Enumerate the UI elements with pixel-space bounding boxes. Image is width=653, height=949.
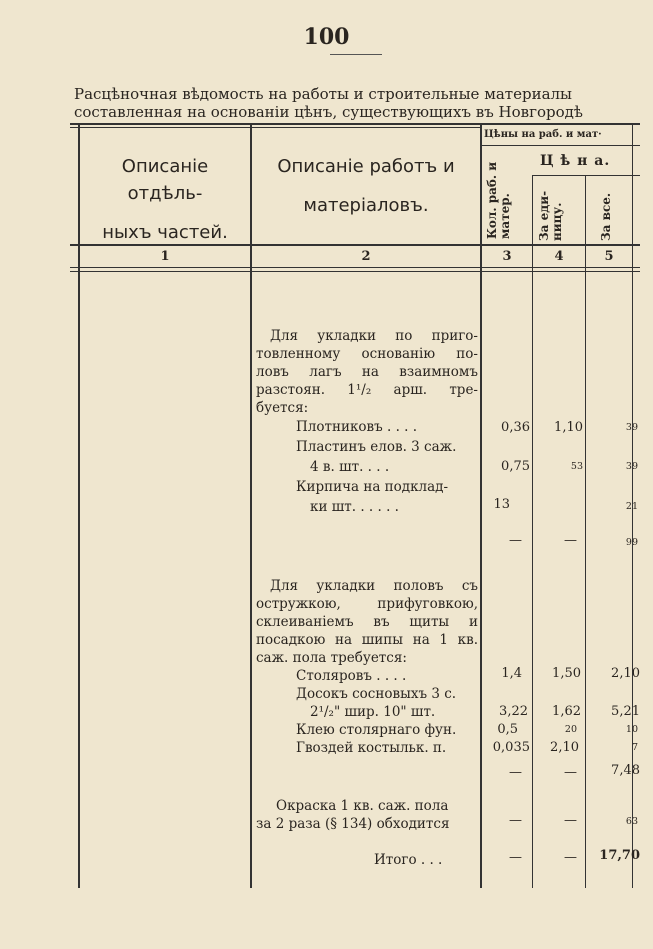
item-total: 2,10 [611,666,640,681]
column-number-3: 3 [502,249,512,264]
section2-intro-line: склеиваніемъ въ щиты и [256,614,478,630]
section1-intro-line: разстоян. 1¹/₂ арш. тре- [256,382,478,398]
item-unit: 2,10 [550,740,579,755]
item-name: Плотниковъ . . . . [296,419,418,435]
item-qty: 0,5 [497,722,518,737]
section2-intro-line: посадкою на шипы на 1 кв. [256,632,478,648]
col4-right-rule [585,175,586,888]
item-name: Столяровъ . . . . [296,668,407,684]
item-name: Гвоздей костыльк. п. [296,740,447,756]
section2-intro-line: остружкою, прифуговкою, [256,596,478,612]
item-total: 39 [625,461,638,472]
col5-header: За все. [599,192,613,241]
col1-header [82,153,248,246]
section1-intro-line: Для укладки по приго- [270,328,478,344]
item-qty: 0,035 [492,740,530,755]
colnum-bottom-rule [70,267,640,268]
col2-header-line-2: матеріаловъ. [303,195,429,216]
estimate-table [70,123,640,893]
document-title-line-2: составленная на основаніи цѣнъ, существующихъ въ Новгородѣ [74,103,583,121]
col4-header: За еди-ницу. [537,190,565,241]
col2-header-line-1: Описаніе работъ и [277,156,455,177]
section1-intro-line: товленному основанію по- [256,346,478,362]
item-name-cont: 2¹/₂" шир. 10" шт. [310,704,436,720]
total-total: 17,70 [599,848,640,863]
colnum-bottom-rule-2 [70,271,640,272]
column-number-1: 1 [160,249,170,264]
page-number-rule [330,54,382,55]
subtotal-unit: — [564,765,577,780]
column-number-4: 4 [554,249,564,264]
item-unit: 1,62 [552,704,581,719]
item-qty: 1,4 [501,666,522,681]
total-qty: — [509,850,522,865]
item-total: 7 [631,742,638,753]
item-name: Пластинъ елов. 3 саж. [296,439,457,455]
price-sub-rule [532,175,640,176]
item-unit: 1,50 [552,666,581,681]
item-qty: 3,22 [499,704,528,719]
paint-qty: — [509,813,522,828]
subtotal-qty: — [509,765,522,780]
table-top-rule-2 [70,127,480,128]
item-total: 39 [625,422,638,433]
column-number-2: 2 [361,249,371,264]
page-number: 100 [303,24,350,50]
col1-header-line-2: ныхъ частей. [102,222,228,243]
col2-header [254,153,478,219]
subtotal-total: 99 [625,537,638,548]
total-label: Итого . . . [374,852,443,868]
prices-group-rule [480,145,640,146]
item-total: 10 [625,724,638,735]
item-total: 5,21 [611,704,640,719]
total-unit: — [564,850,577,865]
item-unit: 53 [570,461,583,472]
section2-intro-line: Для укладки половъ съ [270,578,478,594]
paint-total: 63 [625,816,638,827]
item-name: Клею столярнаго фун. [296,722,457,738]
col3-header: Кол. раб. и матер. [485,161,513,239]
col3-right-rule [532,175,533,888]
item-total: 21 [625,501,638,512]
paint-line: Окраска 1 кв. саж. пола [276,798,449,814]
paint-unit: — [564,813,577,828]
col1-right-rule [250,123,252,888]
section1-intro-line: ловъ лагъ на взаимномъ [256,364,478,380]
table-top-rule [70,123,640,125]
item-qty: 13 [493,497,510,512]
paint-line: за 2 раза (§ 134) обходится [256,816,450,832]
subtotal-unit: — [564,533,577,548]
subtotal-total: 7,48 [611,763,640,778]
price-sub-header: Ц ѣ н а. [540,153,611,169]
item-name: Досокъ сосновыхъ 3 с. [296,686,457,702]
item-qty: 0,75 [501,459,530,474]
column-number-5: 5 [604,249,614,264]
item-qty: 0,36 [501,420,530,435]
item-name: Кирпича на подклад- [296,479,449,495]
subtotal-qty: — [509,533,522,548]
document-title-line-1: Расцѣночная вѣдомость на работы и строительные материалы [74,85,572,103]
col1-left-rule [78,123,80,888]
prices-group-header: Цѣны на раб. и мат· [484,129,602,140]
item-name-cont: ки шт. . . . . . [310,499,399,515]
item-name-cont: 4 в. шт. . . . [310,459,390,475]
col1-header-line-1: Описаніе отдѣль- [121,156,209,204]
section1-intro-line: буется: [256,400,309,416]
item-unit: 20 [564,724,577,735]
item-unit: 1,10 [554,420,583,435]
section2-intro-line: саж. пола требуется: [256,650,407,666]
